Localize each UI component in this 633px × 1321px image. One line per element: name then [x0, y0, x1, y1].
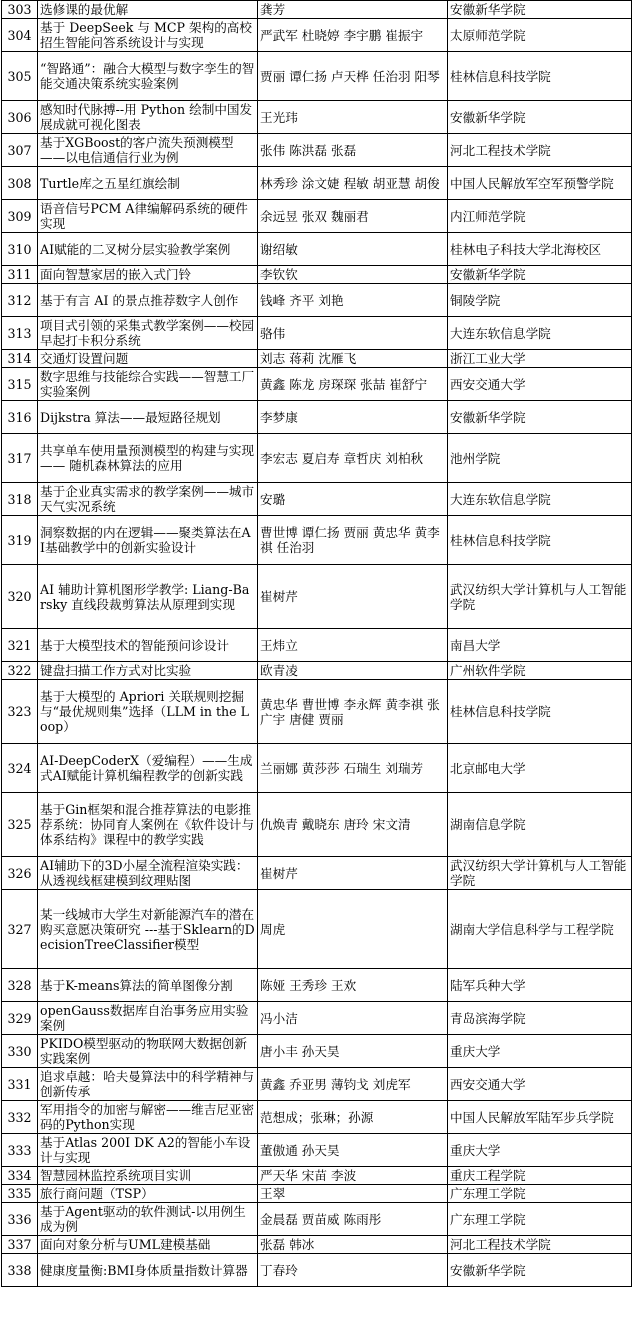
table-row — [2, 401, 632, 434]
project-title: 面向智慧家居的嵌入式门铃 — [38, 266, 258, 284]
table-row — [2, 19, 632, 52]
author-names: 曹世博 谭仁扬 贾丽 黄忠华 黄李祺 任治羽 — [258, 516, 448, 565]
project-title: 基于K-means算法的简单图像分割 — [38, 969, 258, 1002]
author-names: 黄鑫 乔亚男 薄钧戈 刘虎军 — [258, 1068, 448, 1101]
project-title: 共享单车使用量预测模型的构建与实现—— 随机森林算法的应用 — [38, 434, 258, 483]
project-title: 交通灯设置问题 — [38, 350, 258, 368]
author-names: 严武军 杜晓婷 李宇鹏 崔振宇 — [258, 19, 448, 52]
author-names: 王翠 — [258, 1185, 448, 1203]
institution-name: 湖南大学信息科学与工程学院 — [448, 890, 632, 969]
project-title: 感知时代脉搏--用 Python 绘制中国发展成就可视化图表 — [38, 101, 258, 134]
table-row — [2, 629, 632, 662]
author-names: 冯小洁 — [258, 1002, 448, 1035]
author-names: 林秀珍 涂文婕 程敏 胡亚慧 胡俊 — [258, 167, 448, 200]
institution-name: 太原师范学院 — [448, 19, 632, 52]
project-title: 智慧园林监控系统项目实训 — [38, 1167, 258, 1185]
institution-name: 桂林信息科技学院 — [448, 52, 632, 101]
row-number: 323 — [2, 680, 38, 744]
project-title: 键盘扫描工作方式对比实验 — [38, 662, 258, 680]
row-number: 326 — [2, 857, 38, 890]
project-title: 基于大模型的 Apriori 关联规则挖掘与“最优规则集”选择（LLM in the Loop） — [38, 680, 258, 744]
author-names: 陈娅 王秀珍 王欢 — [258, 969, 448, 1002]
author-names: 崔树芹 — [258, 565, 448, 629]
row-number: 305 — [2, 52, 38, 101]
author-names: 范想成；张琳；孙源 — [258, 1101, 448, 1134]
row-number: 321 — [2, 629, 38, 662]
row-number: 338 — [2, 1254, 38, 1287]
project-title: Dijkstra 算法——最短路径规划 — [38, 401, 258, 434]
author-names: 张伟 陈洪磊 张磊 — [258, 134, 448, 167]
institution-name: 西安交通大学 — [448, 368, 632, 401]
table-row — [2, 368, 632, 401]
row-number: 303 — [2, 1, 38, 19]
author-names: 李钦钦 — [258, 266, 448, 284]
institution-name: 中国人民解放军陆军步兵学院 — [448, 1101, 632, 1134]
author-names: 董傲通 孙天昊 — [258, 1134, 448, 1167]
row-number: 304 — [2, 19, 38, 52]
institution-name: 桂林信息科技学院 — [448, 680, 632, 744]
author-names: 丁春玲 — [258, 1254, 448, 1287]
row-number: 310 — [2, 233, 38, 266]
table-row — [2, 969, 632, 1002]
institution-name: 湖南信息学院 — [448, 793, 632, 857]
row-number: 322 — [2, 662, 38, 680]
institution-name: 武汉纺织大学计算机与人工智能学院 — [448, 857, 632, 890]
institution-name: 重庆大学 — [448, 1134, 632, 1167]
row-number: 313 — [2, 317, 38, 350]
table-row — [2, 284, 632, 317]
institution-name: 桂林信息科技学院 — [448, 516, 632, 565]
row-number: 335 — [2, 1185, 38, 1203]
author-names: 黄鑫 陈龙 房琛琛 张喆 崔舒宁 — [258, 368, 448, 401]
author-names: 金晨磊 贾苗威 陈雨彤 — [258, 1203, 448, 1236]
author-names: 刘志 蒋莉 沈雁飞 — [258, 350, 448, 368]
author-names: 王光玮 — [258, 101, 448, 134]
row-number: 334 — [2, 1167, 38, 1185]
project-title: AI-DeepCoderX（爱编程）——生成式AI赋能计算机编程教学的创新实践 — [38, 744, 258, 793]
row-number: 337 — [2, 1236, 38, 1254]
project-title: AI赋能的二叉树分层实验教学案例 — [38, 233, 258, 266]
institution-name: 中国人民解放军空军预警学院 — [448, 167, 632, 200]
author-names: 骆伟 — [258, 317, 448, 350]
institution-name: 铜陵学院 — [448, 284, 632, 317]
table-row — [2, 483, 632, 516]
institution-name: 大连东软信息学院 — [448, 483, 632, 516]
institution-name: 重庆大学 — [448, 1035, 632, 1068]
project-title: 基于XGBoost的客户流失预测模型——以电信通信行业为例 — [38, 134, 258, 167]
table-row — [2, 793, 632, 857]
project-title: 选修课的最优解 — [38, 1, 258, 19]
row-number: 308 — [2, 167, 38, 200]
row-number: 325 — [2, 793, 38, 857]
table-row — [2, 516, 632, 565]
author-names: 周虎 — [258, 890, 448, 969]
row-number: 306 — [2, 101, 38, 134]
row-number: 327 — [2, 890, 38, 969]
table-row — [2, 1203, 632, 1236]
author-names: 谢绍敏 — [258, 233, 448, 266]
institution-name: 内江师范学院 — [448, 200, 632, 233]
row-number: 316 — [2, 401, 38, 434]
project-title: “智路通”：融合大模型与数字孪生的智能交通决策系统实验案例 — [38, 52, 258, 101]
table-row — [2, 167, 632, 200]
table-row — [2, 134, 632, 167]
table-row — [2, 890, 632, 969]
project-title: 追求卓越：哈夫曼算法中的科学精神与创新传承 — [38, 1068, 258, 1101]
institution-name: 南昌大学 — [448, 629, 632, 662]
table-row — [2, 744, 632, 793]
author-names: 安璐 — [258, 483, 448, 516]
row-number: 320 — [2, 565, 38, 629]
author-names: 兰丽娜 黄莎莎 石瑞生 刘瑞芳 — [258, 744, 448, 793]
author-names: 崔树芹 — [258, 857, 448, 890]
institution-name: 陆军兵种大学 — [448, 969, 632, 1002]
table-row — [2, 1236, 632, 1254]
project-title: PKIDO模型驱动的物联网大数据创新实践案例 — [38, 1035, 258, 1068]
institution-name: 重庆工程学院 — [448, 1167, 632, 1185]
row-number: 319 — [2, 516, 38, 565]
table-row — [2, 662, 632, 680]
institution-name: 安徽新华学院 — [448, 266, 632, 284]
row-number: 307 — [2, 134, 38, 167]
row-number: 312 — [2, 284, 38, 317]
author-names: 严天华 宋苗 李波 — [258, 1167, 448, 1185]
table-row — [2, 1101, 632, 1134]
author-names: 唐小丰 孙天昊 — [258, 1035, 448, 1068]
institution-name: 武汉纺织大学计算机与人工智能学院 — [448, 565, 632, 629]
institution-name: 安徽新华学院 — [448, 101, 632, 134]
table-row — [2, 233, 632, 266]
table-row — [2, 434, 632, 483]
institution-name: 大连东软信息学院 — [448, 317, 632, 350]
table-row — [2, 1035, 632, 1068]
project-title: 基于大模型技术的智能预问诊设计 — [38, 629, 258, 662]
institution-name: 青岛滨海学院 — [448, 1002, 632, 1035]
institution-name: 广州软件学院 — [448, 662, 632, 680]
table-row — [2, 1002, 632, 1035]
project-title: AI 辅助计算机图形学教学: Liang-Barsky 直线段裁剪算法从原理到实现 — [38, 565, 258, 629]
row-number: 333 — [2, 1134, 38, 1167]
institution-name: 安徽新华学院 — [448, 1, 632, 19]
author-names: 李宏志 夏启寿 章哲庆 刘柏秋 — [258, 434, 448, 483]
institution-name: 广东理工学院 — [448, 1203, 632, 1236]
table-body — [2, 1, 632, 1287]
table-row — [2, 52, 632, 101]
institution-name: 河北工程技术学院 — [448, 134, 632, 167]
institution-name: 浙江工业大学 — [448, 350, 632, 368]
table-row — [2, 101, 632, 134]
author-names: 张磊 韩冰 — [258, 1236, 448, 1254]
project-title: 军用指令的加密与解密——维吉尼亚密码的Python实现 — [38, 1101, 258, 1134]
project-title: 基于Agent驱动的软件测试-以用例生成为例 — [38, 1203, 258, 1236]
row-number: 330 — [2, 1035, 38, 1068]
project-title: 健康度量衡:BMI身体质量指数计算器 — [38, 1254, 258, 1287]
row-number: 317 — [2, 434, 38, 483]
project-title: AI辅助下的3D小屋全流程渲染实践：从透视线框建模到纹理贴图 — [38, 857, 258, 890]
row-number: 309 — [2, 200, 38, 233]
author-names: 李梦康 — [258, 401, 448, 434]
project-title: 面向对象分析与UML建模基础 — [38, 1236, 258, 1254]
institution-name: 桂林电子科技大学北海校区 — [448, 233, 632, 266]
author-names: 龚芳 — [258, 1, 448, 19]
author-names: 欧青凌 — [258, 662, 448, 680]
row-number: 336 — [2, 1203, 38, 1236]
table-row — [2, 350, 632, 368]
institution-name: 广东理工学院 — [448, 1185, 632, 1203]
author-names: 余远昱 张双 魏丽君 — [258, 200, 448, 233]
project-title: 洞察数据的内在逻辑——聚类算法在AI基础教学中的创新实验设计 — [38, 516, 258, 565]
project-title: 旅行商问题（TSP） — [38, 1185, 258, 1203]
row-number: 318 — [2, 483, 38, 516]
institution-name: 河北工程技术学院 — [448, 1236, 632, 1254]
project-title: 基于Gin框架和混合推荐算法的电影推荐系统：协同育人案例在《软件设计与体系结构》课程中的教学实践 — [38, 793, 258, 857]
author-names: 黄忠华 曹世博 李永辉 黄李祺 张广宇 唐健 贾丽 — [258, 680, 448, 744]
author-names: 钱峰 齐平 刘艳 — [258, 284, 448, 317]
award-list-table — [1, 0, 632, 1287]
row-number: 331 — [2, 1068, 38, 1101]
row-number: 311 — [2, 266, 38, 284]
author-names: 王炜立 — [258, 629, 448, 662]
row-number: 328 — [2, 969, 38, 1002]
institution-name: 安徽新华学院 — [448, 1254, 632, 1287]
project-title: 基于企业真实需求的教学案例——城市天气实况系统 — [38, 483, 258, 516]
table-row — [2, 1185, 632, 1203]
table-row — [2, 857, 632, 890]
project-title: 数字思维与技能综合实践——智慧工厂实验案例 — [38, 368, 258, 401]
table-row — [2, 565, 632, 629]
table-row — [2, 1, 632, 19]
project-title: 项目式引领的采集式教学案例——校园早起打卡积分系统 — [38, 317, 258, 350]
author-names: 贾丽 谭仁扬 卢天桦 任治羽 阳琴 — [258, 52, 448, 101]
project-title: 某一线城市大学生对新能源汽车的潜在购买意愿决策研究 ---基于Sklearn的DecisionTreeClassifier模型 — [38, 890, 258, 969]
table-row — [2, 1167, 632, 1185]
institution-name: 池州学院 — [448, 434, 632, 483]
institution-name: 北京邮电大学 — [448, 744, 632, 793]
project-title: 语音信号PCM A律编解码系统的硬件实现 — [38, 200, 258, 233]
author-names: 仇焕青 戴晓东 唐玲 宋文清 — [258, 793, 448, 857]
table-row — [2, 200, 632, 233]
institution-name: 西安交通大学 — [448, 1068, 632, 1101]
row-number: 324 — [2, 744, 38, 793]
project-title: openGauss数据库自治事务应用实验案例 — [38, 1002, 258, 1035]
project-title: 基于Atlas 200I DK A2的智能小车设计与实现 — [38, 1134, 258, 1167]
table-row — [2, 680, 632, 744]
table-row — [2, 266, 632, 284]
project-title: Turtle库之五星红旗绘制 — [38, 167, 258, 200]
row-number: 315 — [2, 368, 38, 401]
row-number: 314 — [2, 350, 38, 368]
project-title: 基于有言 AI 的景点推荐数字人创作 — [38, 284, 258, 317]
row-number: 329 — [2, 1002, 38, 1035]
project-title: 基于 DeepSeek 与 MCP 架构的高校招生智能问答系统设计与实现 — [38, 19, 258, 52]
institution-name: 安徽新华学院 — [448, 401, 632, 434]
row-number: 332 — [2, 1101, 38, 1134]
table-row — [2, 317, 632, 350]
table-row — [2, 1254, 632, 1287]
table-row — [2, 1068, 632, 1101]
table-row — [2, 1134, 632, 1167]
